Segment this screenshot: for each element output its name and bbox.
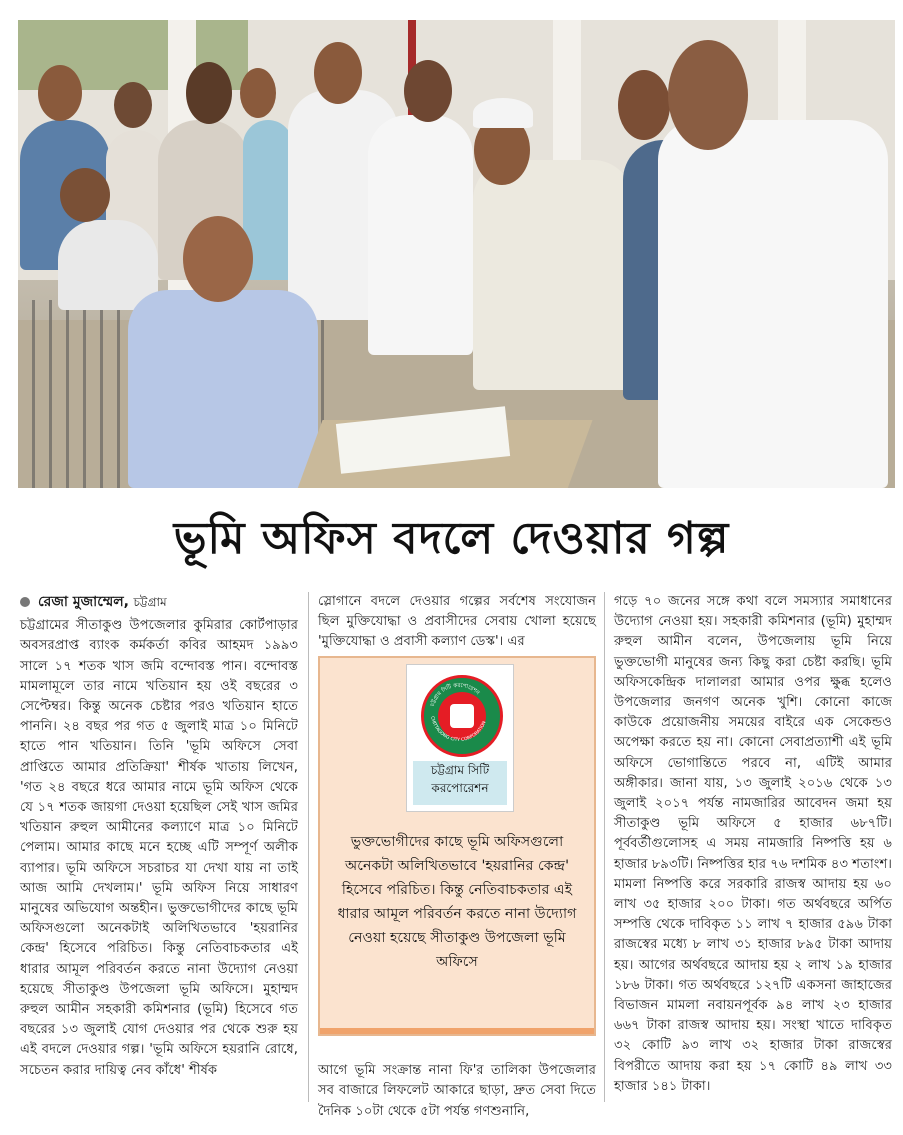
article-column-2 [318,592,596,653]
headline: ভূমি অফিস বদলে দেওয়ার গল্প [173,513,730,564]
logo-ring-text-en: CHITTAGONG CITY CORPORATION [429,715,488,744]
logo-caption: চট্টগ্রাম সিটি করপোরেশন [413,761,507,805]
byline-location: চট্টগ্রাম [133,595,167,609]
article-paragraph: স্লোগানে বদলে দেওয়ার গল্পের সর্বশেষ সংযোজন ছিল মুক্তিযোদ্ধা ও প্রবাসীদের সেবায় খোলা হয়েছে 'মুক্তিযোদ্ধা ও প্রবাসী কল্যাণ ডেস্ক'। এর [318,594,596,650]
column-divider [308,592,309,1102]
pull-quote-box [318,656,596,1036]
city-corporation-logo-icon [421,675,503,757]
article-paragraph: চট্টগ্রামের সীতাকুণ্ড উপজেলার কুমিরার কোর্টপাড়ার অবসরপ্রাপ্ত ব্যাংক কর্মকর্তা কবির আহমদ ১৯৯৩ সালে ১৭ শতক খাস জমি বন্দোবস্ত পান। বন্দোবস্ত মামলামূলে তার নামে খতিয়ান হয় ওই বছরের ৩ সেপ্টেম্বর। কিন্তু অনেক চেষ্টার পরও খতিয়ান হাতে পাননি। ২৪ বছর পর গত ৫ জুলাই মাত্র ১০ মিনিটে হাতে পান খতিয়ান। তিনি 'ভূমি অফিসে সেবা প্রাপ্তিতে আমার প্রতিক্রিয়া' শীর্ষক খাতায় লিখেন, 'গত ২৪ বছরে ধরে আমার নামে ভূমি অফিস থেকে যে ১৭ শতক জায়গা দেওয়া হয়েছিল সেই খাস জমির খতিয়ান রুহুল আমীনের কল্যাণে মাত্র ১০ মিনিটে পেলাম। আমার কাছে মনে হচ্ছে এটি সম্পূর্ণ অলীক ব্যাপার। ভূমি অফিসে সচরাচর যা দেখা যায় না তাই আজ আমি দেখলাম।' ভূমি অফিস নিয়ে সাধারণ মানুষের অভিযোগ অন্তহীন। ভুক্তভোগীদের কাছে ভূমি অফিসগুলো অনেকটাই অলিখিতভাবে 'হয়রানির কেন্দ্র' হিসেবে পরিচিত। কিন্তু নেতিবাচকতার এই ধারার আমূল পরিবর্তন করতে নানা উদ্যোগ নেওয়া হয়েছে সীতাকুণ্ড উপজেলা ভূমি অফিসে। মুহাম্মদ রুহুল আমীন সহকারী কমিশনার (ভূমি) হিসেবে গত বছরের ১৩ জুলাই যোগ দেওয়ার পর থেকে শুরু হয় এই বদলে দেওয়ার গল্প। 'ভূমি অফিসে হয়রানি রোধে, সচেতন করার দায়িত্ব নেব কাঁধে' শীর্ষক [20,618,298,1078]
article-column-2-continued [318,1048,596,1135]
bullet-icon [20,597,30,607]
svg-text:চট্টগ্রাম সিটি করপোরেশন [430,682,481,708]
pull-quote-text: ভুক্তভোগীদের কাছে ভূমি অফিসগুলো অনেকটা অলিখিতভাবে 'হয়রানির কেন্দ্র' হিসেবে পরিচিত। কিন্তু নেতিবাচকতার এই ধারার আমূল পরিবর্তন করতে নানা উদ্যোগ নেওয়া হয়েছে সীতাকুণ্ড উপজেলা ভূমি অফিসে [337,834,577,970]
pull-quote-bar [320,1028,594,1034]
news-photo [18,20,895,488]
logo-card [406,664,514,812]
article-paragraph: আগে ভূমি সংক্রান্ত নানা ফি'র তালিকা উপজেলার সব বাজারে লিফলেট আকারে ছাড়া, দ্রুত সেবা দিতে দৈনিক ১০টা থেকে ৫টা পর্যন্ত গণশুনানি, [318,1063,596,1119]
author-name: রেজা মুজাম্মেল, [38,594,129,610]
svg-text:CHITTAGONG CITY CORPORATION [429,716,487,743]
column-divider [604,592,605,1102]
logo-ring-text: চট্টগ্রাম সিটি করপোরেশন [429,682,481,708]
byline [20,592,298,612]
article-paragraph: গড়ে ৭০ জনের সঙ্গে কথা বলে সমস্যার সমাধানের উদ্যোগ নেওয়া হয়। সহকারী কমিশনার (ভূমি) মুহাম্মদ রুহুল আমীন বলেন, উপজেলায় ভূমি নিয়ে ভুক্তভোগী মানুষের জন্য কিছু করা চেষ্টা করছি। ভূমি অফিসকেন্দ্রিক দালালরা আমার ওপর ক্ষুব্ধ হলেও উপজেলার জনগণ অনেক খুশি। কোনো কাজে কাউকে প্রয়োজনীয় সময়ের বাইরে এক সেকেন্ডও অপেক্ষা করতে হয় না। কোনো সেবাপ্রত্যাশী এই ভূমি অফিসে ভোগান্তিতে পরবে না, এটিই আমার অঙ্গীকার। জানা যায়, ১৩ জুলাই ২০১৬ থেকে ১৩ জুলাই ২০১৭ পর্যন্ত নামজারির আবেদন জমা হয় সীতাকুণ্ড ভূমি অফিসে ৫ হাজার ৬৮৭টি। পূর্ববর্তীগুলোসহ এ সময় নামজারি নিষ্পত্তি হয় ৬ হাজার ৮৯৩টি। নিষ্পত্তির হার ৭৬ দশমিক ৪৩ শতাংশ। মামলা নিষ্পত্তি করে সরকারি রাজস্ব আদায় হয় ৬০ লাখ ৩৫ হাজার ২০০ টাকা। গত অর্থবছরে অর্পিত সম্পত্তি থেকে দাবিকৃত ১১ লাখ ৭ হাজার ৫৯৬ টাকা রাজস্বের মধ্যে ৮ লাখ ৩১ হাজার ৮৯৫ টাকা আদায় হয়। আগের অর্থবছরে আদায় হয় ২ লাখ ১৯ হাজার ১৮৬ টাকা। গত অর্থবছরে ১২৭টি একসনা জাহাজের বিভাজন মামলা নবায়নপূর্বক ৯৪ লাখ ২৩ হাজার ৬৬৭ টাকা রাজস্ব আদায় হয়। সংস্থা খাতে দাবিকৃত ৩২ কোটি ৯৩ লাখ ৩২ হাজার টাকা রাজস্বের বিপরীতে আদায় করা হয় ১৭ কোটি ৪৯ লাখ ৩৩ হাজার ১৪১ টাকা। [614,594,892,1094]
article-column-3 [614,592,892,1097]
article-column-1 [20,592,298,1081]
